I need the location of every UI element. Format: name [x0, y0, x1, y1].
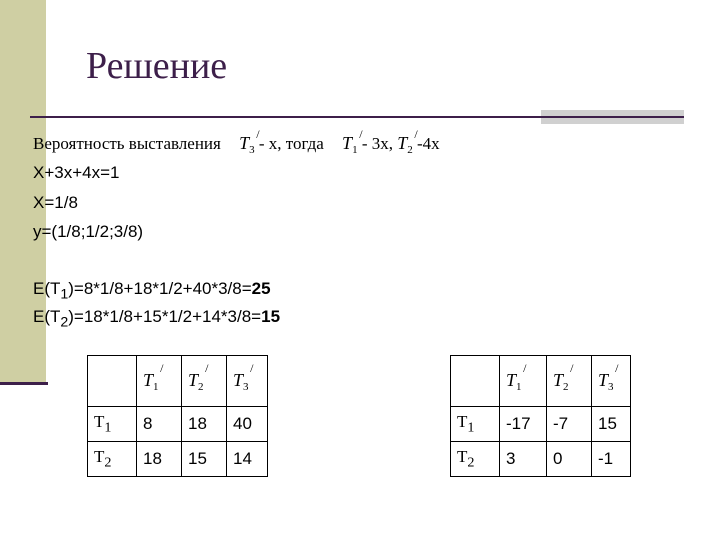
probability-mid2: - 3x,	[361, 134, 393, 153]
matrix-row-header: $T_1$	[88, 407, 137, 442]
equation-sum: X+3x+4x=1	[33, 163, 120, 182]
matrix-col-header: $T_2$ /	[182, 356, 227, 407]
expectation-t1: $E(T_1)=8*1/8+18*1/2+40*3/8=25$	[33, 279, 271, 303]
matrix-corner-cell	[451, 356, 500, 407]
grey-block-rule	[541, 116, 684, 118]
matrix-cell: 40	[227, 407, 268, 442]
matrix-col-header: $T_3$ /	[592, 356, 631, 407]
matrix-col-header: $T_1$ /	[500, 356, 547, 407]
probability-mid: - x, тогда	[258, 134, 324, 153]
var-t2-prime: $T_2$ /	[397, 127, 418, 156]
matrix-cell: 15	[592, 407, 631, 442]
matrix-cell: 0	[547, 442, 592, 477]
probability-line	[33, 127, 440, 160]
matrix-cell: -17	[500, 407, 547, 442]
matrix-row-header: $T_1$	[451, 407, 500, 442]
matrix-cell: -1	[592, 442, 631, 477]
var-t1-prime: $T_1$ /	[342, 127, 363, 156]
payoff-matrix	[87, 355, 268, 477]
expectation-t2: $E(T_2)=18*1/8+15*1/2+14*3/8=15$	[33, 307, 281, 331]
matrix-col-header: $T_3$ /	[227, 356, 268, 407]
var-t3-prime: $T_3$ /	[239, 127, 260, 156]
left-accent-line	[0, 382, 48, 385]
probability-prefix: Вероятность выставления	[33, 134, 221, 153]
matrix-col-header: $T_2$ /	[547, 356, 592, 407]
equation-y: y=(1/8;1/2;3/8)	[33, 222, 144, 241]
matrix-cell: -7	[547, 407, 592, 442]
matrix-corner-cell	[88, 356, 137, 407]
matrix-cell: 8	[137, 407, 182, 442]
matrix-cell: 14	[227, 442, 268, 477]
matrix-row-header: $T_2$	[88, 442, 137, 477]
loss-matrix	[450, 355, 631, 477]
slide-title: Решение	[86, 45, 228, 87]
matrix-cell: 15	[182, 442, 227, 477]
expectation-t1-result: 25	[251, 279, 271, 298]
expectation-t2-result: 15	[261, 307, 281, 326]
equation-x: X=1/8	[33, 193, 78, 212]
matrix-row-header: $T_2$	[451, 442, 500, 477]
matrix-col-header: $T_1$ /	[137, 356, 182, 407]
matrix-cell: 3	[500, 442, 547, 477]
matrix-cell: 18	[182, 407, 227, 442]
probability-suffix: -4x	[417, 134, 440, 153]
matrix-cell: 18	[137, 442, 182, 477]
